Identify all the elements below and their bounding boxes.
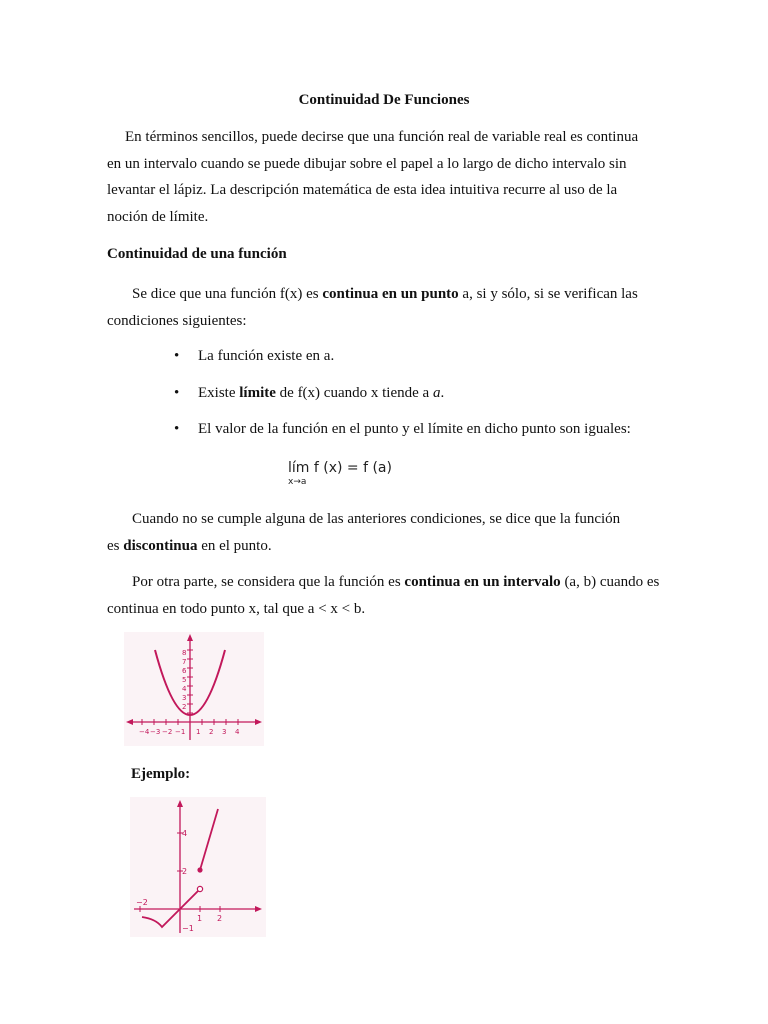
y-tick-label: 4 xyxy=(182,685,187,693)
y-tick-label: −1 xyxy=(182,924,194,933)
x-tick-label: −4 xyxy=(139,728,150,736)
y-tick-label: 4 xyxy=(182,829,188,838)
x-tick-label: 4 xyxy=(235,728,240,736)
interval-text-c: (a, b) cuando es xyxy=(560,574,660,590)
y-tick-label: 2 xyxy=(182,703,187,711)
x-tick-label: −2 xyxy=(136,898,148,907)
example-heading: Ejemplo: xyxy=(131,766,191,782)
interval-text-a: Por otra parte, se considera que la función es xyxy=(132,574,405,590)
interval-line-1 xyxy=(107,569,667,596)
document-title: Continuidad De Funciones xyxy=(298,92,470,108)
discont-bold: discontinua xyxy=(123,537,198,554)
bullet-text-2c: de f(x) cuando x tiende a xyxy=(275,385,433,401)
limit-formula xyxy=(288,460,392,487)
bullet-dot: • xyxy=(174,421,180,437)
bullet-item-1 xyxy=(174,348,334,365)
y-tick-label: 2 xyxy=(182,867,188,876)
closed-endpoint xyxy=(197,867,202,872)
definition-text-c: a, si y sólo, si se verifican las xyxy=(458,286,638,302)
definition-line-1 xyxy=(107,281,667,308)
bullet-dot: • xyxy=(174,348,180,364)
definition-bold: continua en un punto xyxy=(322,286,459,302)
intro-paragraph xyxy=(107,124,667,230)
limit-subscript: x→a xyxy=(288,477,307,487)
definition-text-a: Se dice que una función f(x) es xyxy=(132,286,323,302)
intro-line-3: levantar el lápiz. La descripción matemática de esta idea intuitiva recurre al uso de la xyxy=(107,182,618,199)
bullet-text-3: El valor de la función en el punto y el límite en dicho punto son iguales: xyxy=(198,421,631,437)
x-tick-label: 1 xyxy=(197,914,203,923)
section-heading: Continuidad de una función xyxy=(107,246,287,262)
limit-word: lím xyxy=(288,460,310,476)
intro-line-4: noción de límite. xyxy=(107,208,209,225)
y-tick-label: 7 xyxy=(182,658,187,666)
bullet-item-3 xyxy=(174,421,631,438)
x-tick-label: −2 xyxy=(162,728,173,736)
bullet-text-2-italic: a xyxy=(432,385,441,401)
y-tick-label: 3 xyxy=(182,694,187,702)
interval-paragraph xyxy=(107,569,667,622)
definition-paragraph xyxy=(107,281,667,334)
intro-line-2: en un intervalo cuando se puede dibujar sobre el papel a lo largo de dicho intervalo sin xyxy=(107,155,627,172)
open-endpoint xyxy=(197,886,202,891)
x-tick-label: −3 xyxy=(150,728,161,736)
discont-line-1: Cuando no se cumple alguna de las anteriores condiciones, se dice que la función xyxy=(132,511,621,527)
x-tick-label: −1 xyxy=(175,728,186,736)
bullet-item-2 xyxy=(174,385,444,402)
y-tick-label: 8 xyxy=(182,649,187,657)
discont-line-2 xyxy=(107,533,667,560)
piecewise-graph xyxy=(130,797,266,937)
discontinuity-paragraph xyxy=(107,506,667,559)
y-tick-label: 5 xyxy=(182,676,187,684)
definition-line-2: condiciones siguientes: xyxy=(107,312,247,329)
bullet-text-2a: Existe xyxy=(198,385,240,401)
parabola-graph xyxy=(124,632,264,746)
discont-text-d: en el punto. xyxy=(197,537,272,554)
bullet-dot: • xyxy=(174,385,180,401)
x-tick-label: 1 xyxy=(196,728,201,736)
discont-text-b: es xyxy=(107,537,124,554)
interval-bold: continua en un intervalo xyxy=(404,574,561,590)
bullet-text-2-bold: límite xyxy=(239,385,276,401)
bullet-text-1: La función existe en a. xyxy=(198,348,335,364)
x-tick-label: 3 xyxy=(222,728,227,736)
x-tick-label: 2 xyxy=(209,728,214,736)
intro-line-1: En términos sencillos, puede decirse que una función real de variable real es continua xyxy=(125,129,639,145)
limit-expression: f (x) = f (a) xyxy=(309,460,392,476)
x-tick-label: 2 xyxy=(217,914,223,923)
interval-line-2: continua en todo punto x, tal que a < x < b. xyxy=(107,600,366,617)
y-tick-label: 6 xyxy=(182,667,187,675)
bullet-text-2e: . xyxy=(440,385,445,401)
limit-operator xyxy=(288,460,310,487)
